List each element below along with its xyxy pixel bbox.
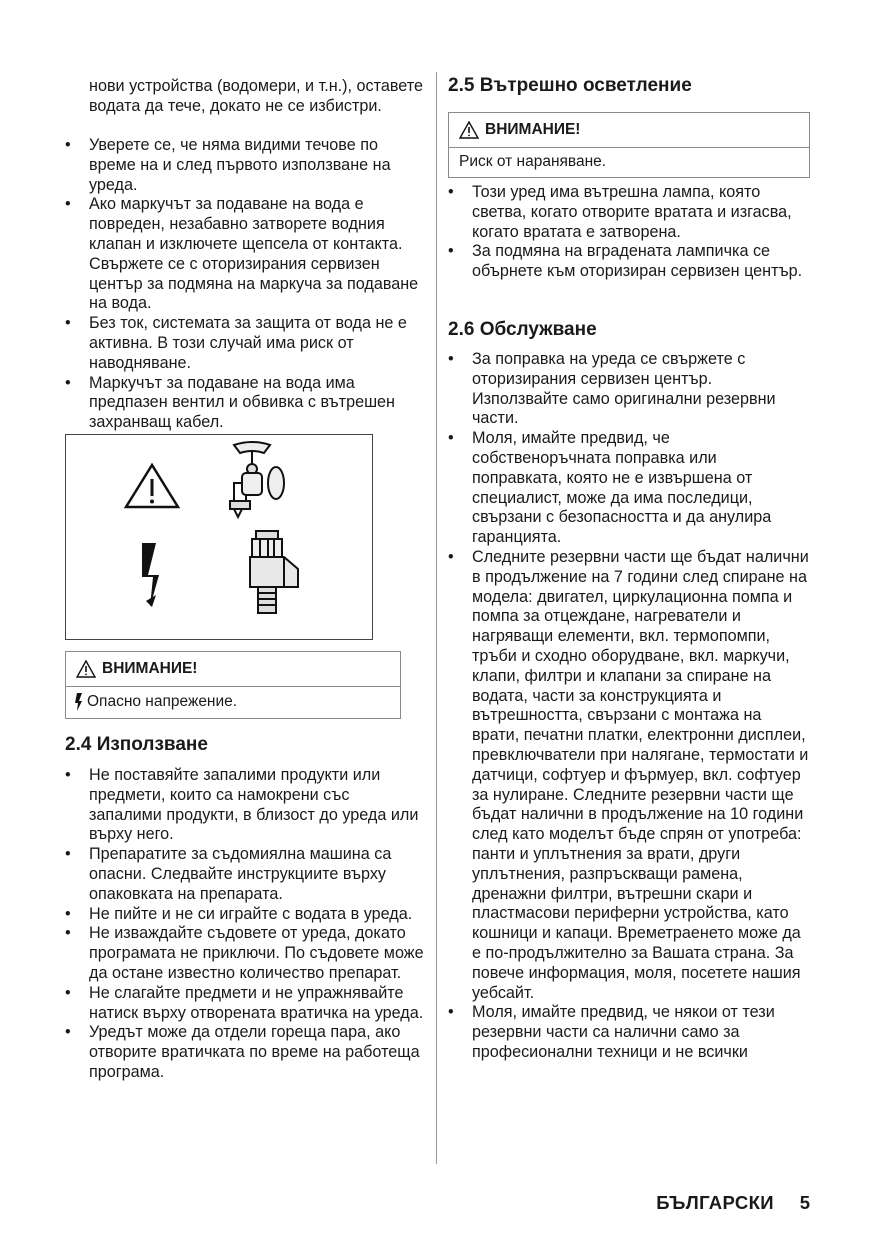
list-item: • За подмяна на вградената лампичка се обърнете към оторизиран сервизен център. <box>446 242 810 282</box>
list-item: • Без ток, системата за защита от вода не е активна. В този случай има риск от наводняване. <box>63 314 425 373</box>
warning-triangle-icon <box>459 121 479 139</box>
warning-text: Опасно напрежение. <box>87 693 238 710</box>
list-item: • Уверете се, че няма видими течове по време на и след първото използване на уреда. <box>63 136 425 195</box>
intro-text: нови устройства (водомери, и т.н.), оставете водата да тече, докато не се избистри. <box>89 77 423 115</box>
warning-header <box>449 113 809 148</box>
list-item: • За поправка на уреда се свържете с оторизирания сервизен център. Използвайте само оригинални резервни части. <box>446 350 810 429</box>
warning-body <box>66 687 400 718</box>
lightning-bolt-icon <box>74 692 84 712</box>
section-title-usage: 2.4 Използване <box>65 734 208 755</box>
usage-bullet-list <box>63 766 425 1083</box>
hose-illustration-drawing <box>66 435 374 641</box>
list-item: • Уредът може да отдели гореща пара, ако отворите вратичката по време на работеща програма. <box>63 1023 425 1082</box>
warning-header <box>66 652 400 687</box>
lightning-bolt-icon <box>142 543 159 607</box>
list-item: • Маркучът за подаване на вода има предпазен вентил и обвивка с вътрешен захранващ кабел. <box>63 374 425 433</box>
list-item: • Моля, имайте предвид, че собственоръчната поправка или поправката, която не е извършена от специалист, може да има последици, свързани с безопасността и да анулира гаранцията. <box>446 429 810 548</box>
page-number: 5 <box>799 1192 810 1213</box>
column-divider <box>436 72 437 1164</box>
water-tap-icon <box>230 442 284 517</box>
hose-connector-icon <box>250 531 298 613</box>
list-item: • Този уред има вътрешна лампа, която светва, когато отворите вратата и изгасва, когато вратата е затворена. <box>446 183 810 242</box>
safety-bullet-list <box>63 136 425 433</box>
footer-language: БЪЛГАРСКИ <box>656 1192 774 1213</box>
service-bullet-list <box>446 350 810 1063</box>
warning-title: ВНИМАНИЕ! <box>485 121 581 138</box>
voltage-warning-box <box>65 651 401 719</box>
warning-text: Риск от нараняване. <box>459 153 607 170</box>
warning-triangle-icon <box>126 465 178 507</box>
section-title-lighting: 2.5 Вътрешно осветление <box>448 75 692 96</box>
warning-body <box>449 148 809 177</box>
hose-safety-illustration <box>65 434 373 640</box>
list-item: • Не слагайте предмети и не упражнявайте натиск върху отворената вратичка на уреда. <box>63 984 425 1024</box>
list-item: • Моля, имайте предвид, че някои от тези резервни части са налични само за професионални техници и не всички <box>446 1003 810 1062</box>
warning-triangle-icon <box>76 660 96 678</box>
warning-title: ВНИМАНИЕ! <box>102 660 198 677</box>
injury-warning-box <box>448 112 810 178</box>
list-item: • Ако маркучът за подаване на вода е повреден, незабавно затворете водния клапан и изключете щепсела от контакта. Свържете се с оторизирания сервизен център за подмяна на маркуча за подаване на вода. <box>63 195 425 314</box>
list-item: • Не поставяйте запалими продукти или предмети, които са намокрени със запалими продукти, в близост до уреда или върху него. <box>63 766 425 845</box>
list-item: • Не изваждайте съдовете от уреда, докато програмата не приключи. По съдовете може да остане известно количество препарат. <box>63 924 425 983</box>
lighting-bullet-list <box>446 183 810 282</box>
list-item: • Препаратите за съдомиялна машина са опасни. Следвайте инструкциите върху опаковката на препарата. <box>63 845 425 904</box>
section-title-service: 2.6 Обслужване <box>448 319 597 340</box>
list-item: • Не пийте и не си играйте с водата в уреда. <box>63 905 425 925</box>
list-item: • Следните резервни части ще бъдат налични в продължение на 7 години след спиране на модела: двигател, циркулационна помпа и помпа за отцеждане, нагреватели и нагряващи елементи, вкл. термопомпи, тръби и сходно оборудване, вкл. маркучи, клапи, филтри и клапани за спиране на водата, части за конструкцията и вътрешността, свързани с монтажа на врати, печатни платки, електронни дисплеи, превключватели при налягане, термостати и датчици, софтуер и фърмуер, вкл. софтуер за нулиране. Следните резервни части ще бъдат налични в продължение на 10 години след като моделът бъде спрян от употреба: панти и уплътнения за врати, други уплътнения, разпръскващи рамена, дренажни филтри, вътрешни скари и пластмасови периферни устройства, като кошници и капаци. Времетраенето може да е по-продължително за Вашата страна. За повече информация, моля, посетете нашия уебсайт. <box>446 548 810 1003</box>
